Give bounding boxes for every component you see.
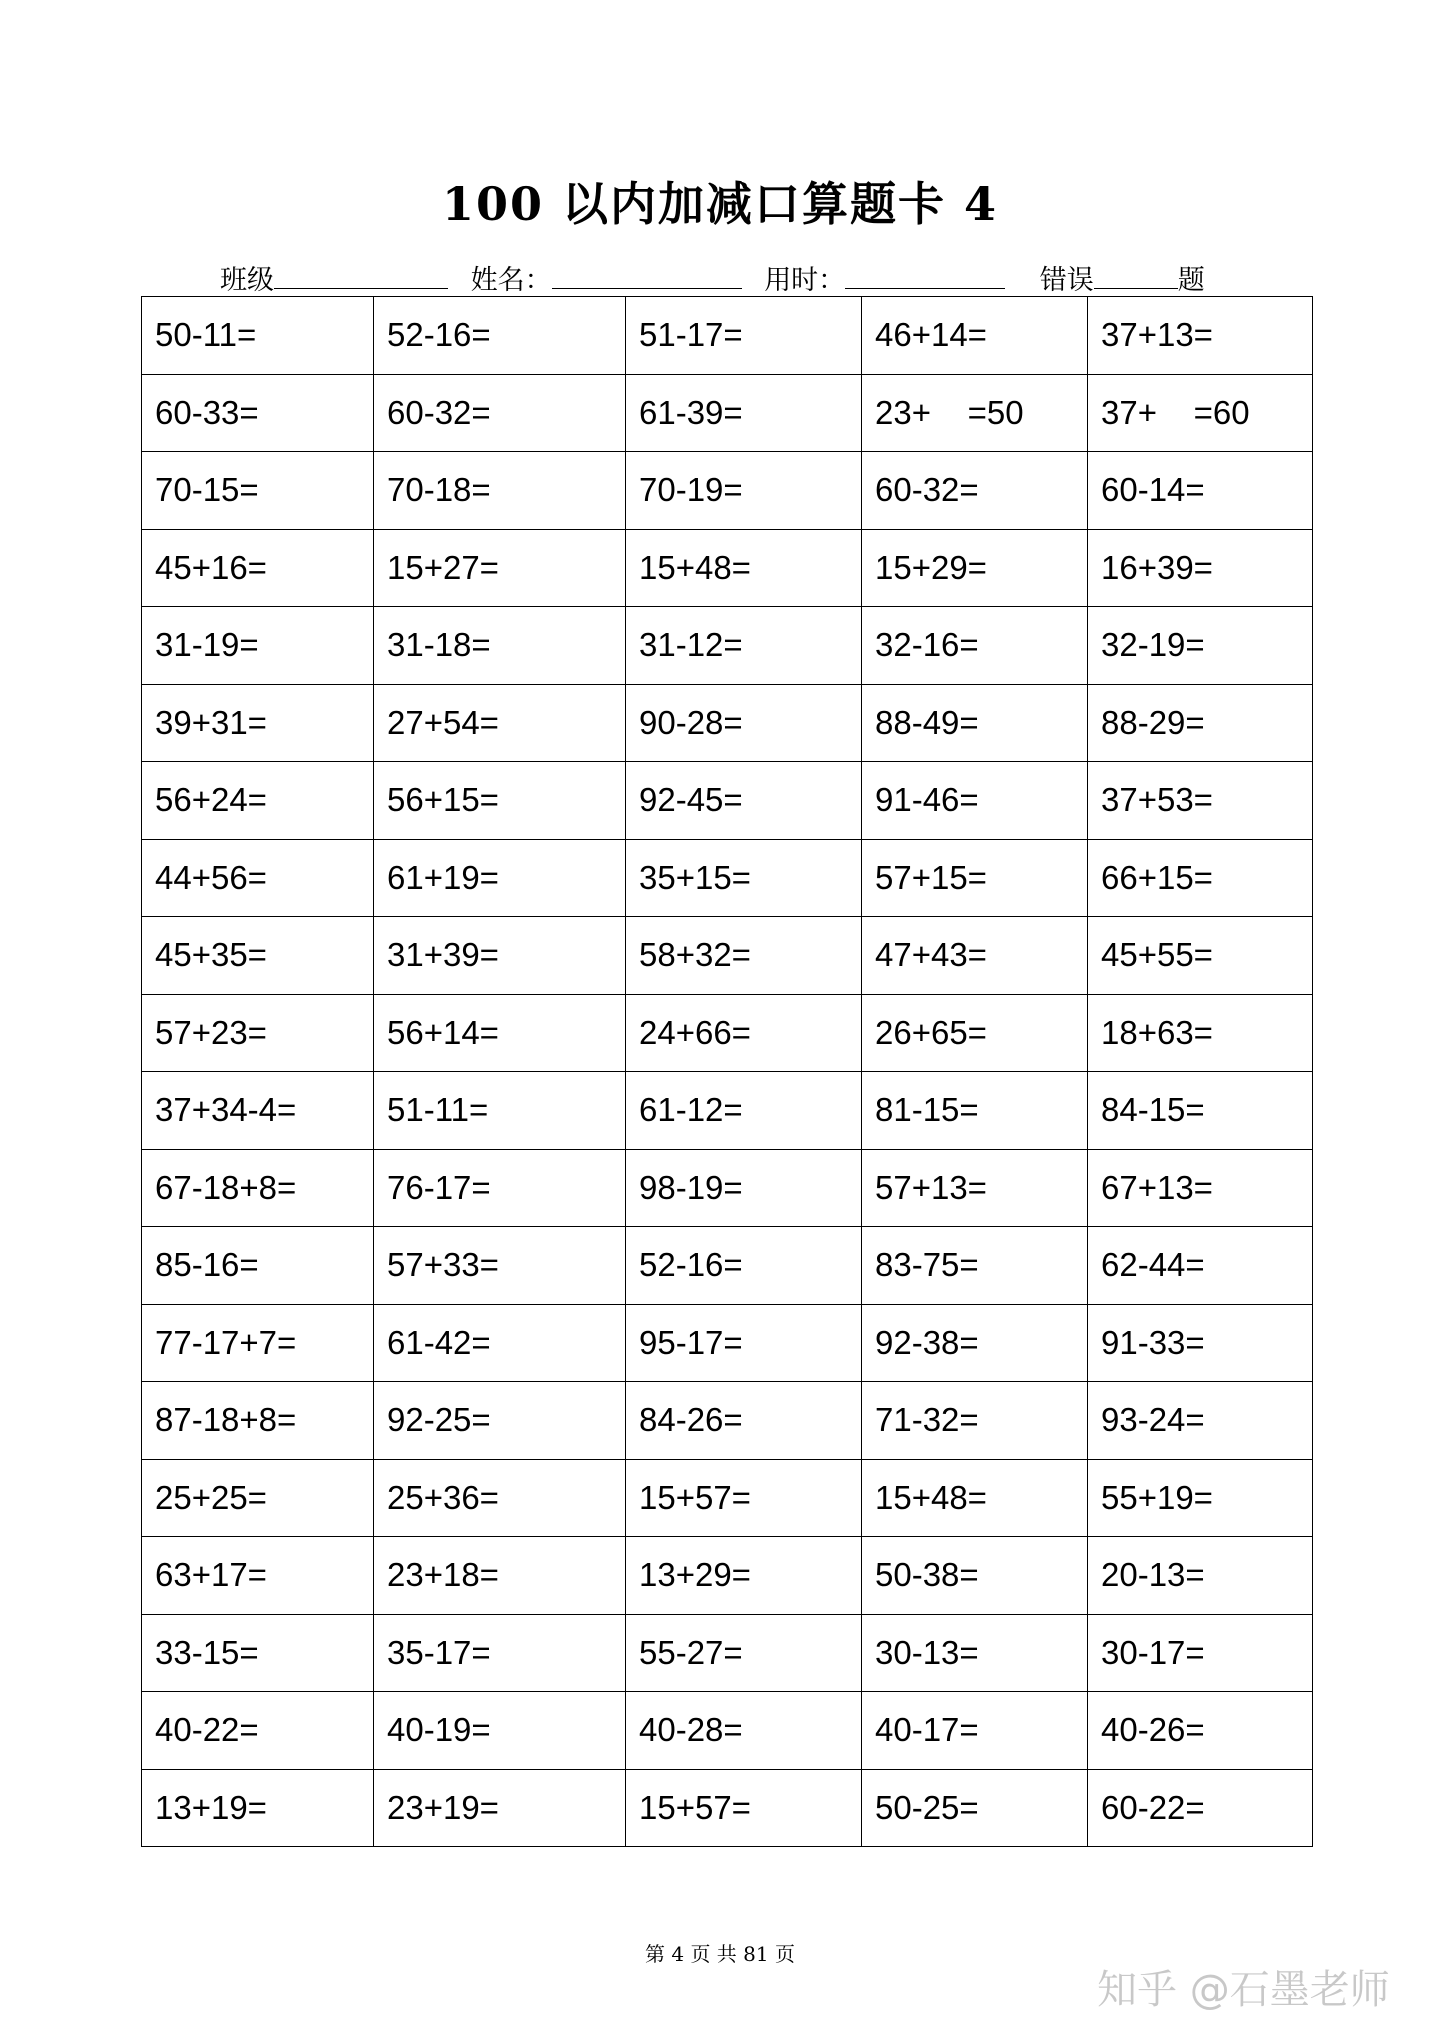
problem-cell: 56+24= <box>142 762 374 840</box>
problem-cell: 57+15= <box>862 839 1088 917</box>
problem-cell: 31-18= <box>374 607 626 685</box>
table-row <box>142 607 1313 685</box>
problem-cell: 88-49= <box>862 684 1088 762</box>
problem-cell: 55-27= <box>626 1614 862 1692</box>
problem-cell: 66+15= <box>1088 839 1313 917</box>
problem-cell: 90-28= <box>626 684 862 762</box>
table-row <box>142 839 1313 917</box>
problem-cell: 20-13= <box>1088 1537 1313 1615</box>
problem-cell: 61+19= <box>374 839 626 917</box>
table-row <box>142 1304 1313 1382</box>
problem-cell: 16+39= <box>1088 529 1313 607</box>
problem-cell: 30-17= <box>1088 1614 1313 1692</box>
problem-cell: 30-13= <box>862 1614 1088 1692</box>
problem-cell: 23+19= <box>374 1769 626 1847</box>
page-title: 100 以内加减口算题卡 4 <box>441 177 999 231</box>
problem-cell: 45+16= <box>142 529 374 607</box>
problem-cell: 46+14= <box>862 297 1088 375</box>
problem-cell: 25+25= <box>142 1459 374 1537</box>
problem-cell: 60-22= <box>1088 1769 1313 1847</box>
problem-cell: 91-46= <box>862 762 1088 840</box>
problem-cell: 35+15= <box>626 839 862 917</box>
class-blank <box>274 262 448 289</box>
errors-blank <box>1094 262 1178 289</box>
table-row <box>142 1692 1313 1770</box>
problem-cell: 70-19= <box>626 452 862 530</box>
problem-cell: 37+34-4= <box>142 1072 374 1150</box>
problem-cell: 44+56= <box>142 839 374 917</box>
problem-cell: 67+13= <box>1088 1149 1313 1227</box>
problem-cell: 56+15= <box>374 762 626 840</box>
problem-cell: 70-15= <box>142 452 374 530</box>
problem-cell: 57+33= <box>374 1227 626 1305</box>
problem-cell: 60-32= <box>862 452 1088 530</box>
problem-cell: 27+54= <box>374 684 626 762</box>
problem-cell: 58+32= <box>626 917 862 995</box>
errors-label: 错误 <box>1039 265 1094 296</box>
problem-cell: 15+29= <box>862 529 1088 607</box>
table-row <box>142 762 1313 840</box>
problem-cell: 26+65= <box>862 994 1088 1072</box>
problem-cell: 13+19= <box>142 1769 374 1847</box>
problem-cell: 35-17= <box>374 1614 626 1692</box>
problem-cell: 57+23= <box>142 994 374 1072</box>
problem-cell: 60-32= <box>374 374 626 452</box>
problem-cell: 85-16= <box>142 1227 374 1305</box>
problem-cell: 50-11= <box>142 297 374 375</box>
problem-cell: 45+35= <box>142 917 374 995</box>
name-blank <box>552 262 742 289</box>
problem-cell: 62-44= <box>1088 1227 1313 1305</box>
problem-cell: 15+27= <box>374 529 626 607</box>
table-row <box>142 684 1313 762</box>
problem-table <box>141 296 1313 1847</box>
table-row <box>142 1614 1313 1692</box>
table-row <box>142 297 1313 375</box>
problem-cell: 15+57= <box>626 1459 862 1537</box>
problem-cell: 92-25= <box>374 1382 626 1460</box>
page-number: 第 4 页 共 81 页 <box>645 1942 795 1966</box>
problem-cell: 45+55= <box>1088 917 1313 995</box>
problem-cell: 93-24= <box>1088 1382 1313 1460</box>
watermark: 知乎 @石墨老师 <box>1097 1967 1390 2013</box>
time-blank <box>845 262 1005 289</box>
problem-cell: 76-17= <box>374 1149 626 1227</box>
problem-cell: 31-12= <box>626 607 862 685</box>
table-row <box>142 1459 1313 1537</box>
problem-cell: 25+36= <box>374 1459 626 1537</box>
problem-cell: 92-38= <box>862 1304 1088 1382</box>
problem-cell: 70-18= <box>374 452 626 530</box>
errors-suffix: 题 <box>1177 265 1205 296</box>
table-row <box>142 1769 1313 1847</box>
problem-cell: 52-16= <box>626 1227 862 1305</box>
problem-cell: 71-32= <box>862 1382 1088 1460</box>
problem-cell: 60-33= <box>142 374 374 452</box>
problem-cell: 61-39= <box>626 374 862 452</box>
problem-cell: 33-15= <box>142 1614 374 1692</box>
problem-cell: 39+31= <box>142 684 374 762</box>
problem-cell: 15+48= <box>626 529 862 607</box>
problem-cell: 47+43= <box>862 917 1088 995</box>
problem-cell: 32-19= <box>1088 607 1313 685</box>
table-row <box>142 1382 1313 1460</box>
problem-cell: 87-18+8= <box>142 1382 374 1460</box>
problem-cell: 77-17+7= <box>142 1304 374 1382</box>
problem-cell: 23+ =50 <box>862 374 1088 452</box>
problem-cell: 51-11= <box>374 1072 626 1150</box>
problem-cell: 40-19= <box>374 1692 626 1770</box>
problem-cell: 24+66= <box>626 994 862 1072</box>
problem-cell: 98-19= <box>626 1149 862 1227</box>
problem-cell: 40-17= <box>862 1692 1088 1770</box>
problem-cell: 18+63= <box>1088 994 1313 1072</box>
problem-cell: 61-12= <box>626 1072 862 1150</box>
problem-cell: 37+53= <box>1088 762 1313 840</box>
problem-cell: 88-29= <box>1088 684 1313 762</box>
table-row <box>142 529 1313 607</box>
table-row <box>142 1149 1313 1227</box>
problem-cell: 51-17= <box>626 297 862 375</box>
problem-cell: 15+57= <box>626 1769 862 1847</box>
problem-cell: 92-45= <box>626 762 862 840</box>
table-row <box>142 994 1313 1072</box>
time-label: 用时： <box>764 265 846 296</box>
problem-cell: 37+13= <box>1088 297 1313 375</box>
problem-cell: 40-26= <box>1088 1692 1313 1770</box>
problem-cell: 81-15= <box>862 1072 1088 1150</box>
class-label: 班级 <box>220 265 274 296</box>
problem-cell: 23+18= <box>374 1537 626 1615</box>
problem-cell: 31-19= <box>142 607 374 685</box>
problem-cell: 37+ =60 <box>1088 374 1313 452</box>
problem-cell: 61-42= <box>374 1304 626 1382</box>
problem-cell: 32-16= <box>862 607 1088 685</box>
problem-cell: 63+17= <box>142 1537 374 1615</box>
problem-cell: 13+29= <box>626 1537 862 1615</box>
table-row <box>142 374 1313 452</box>
problem-cell: 50-25= <box>862 1769 1088 1847</box>
problem-cell: 31+39= <box>374 917 626 995</box>
table-row <box>142 452 1313 530</box>
problem-cell: 83-75= <box>862 1227 1088 1305</box>
student-info-line <box>220 258 1205 297</box>
problem-cell: 67-18+8= <box>142 1149 374 1227</box>
problem-cell: 15+48= <box>862 1459 1088 1537</box>
problem-cell: 57+13= <box>862 1149 1088 1227</box>
problem-cell: 84-15= <box>1088 1072 1313 1150</box>
problem-cell: 56+14= <box>374 994 626 1072</box>
problem-cell: 55+19= <box>1088 1459 1313 1537</box>
name-label: 姓名： <box>470 265 552 296</box>
problem-cell: 40-28= <box>626 1692 862 1770</box>
problem-cell: 50-38= <box>862 1537 1088 1615</box>
table-row <box>142 917 1313 995</box>
table-row <box>142 1072 1313 1150</box>
table-row <box>142 1537 1313 1615</box>
table-row <box>142 1227 1313 1305</box>
problem-cell: 91-33= <box>1088 1304 1313 1382</box>
problem-cell: 60-14= <box>1088 452 1313 530</box>
problem-cell: 40-22= <box>142 1692 374 1770</box>
problem-cell: 84-26= <box>626 1382 862 1460</box>
problem-cell: 52-16= <box>374 297 626 375</box>
problem-cell: 95-17= <box>626 1304 862 1382</box>
